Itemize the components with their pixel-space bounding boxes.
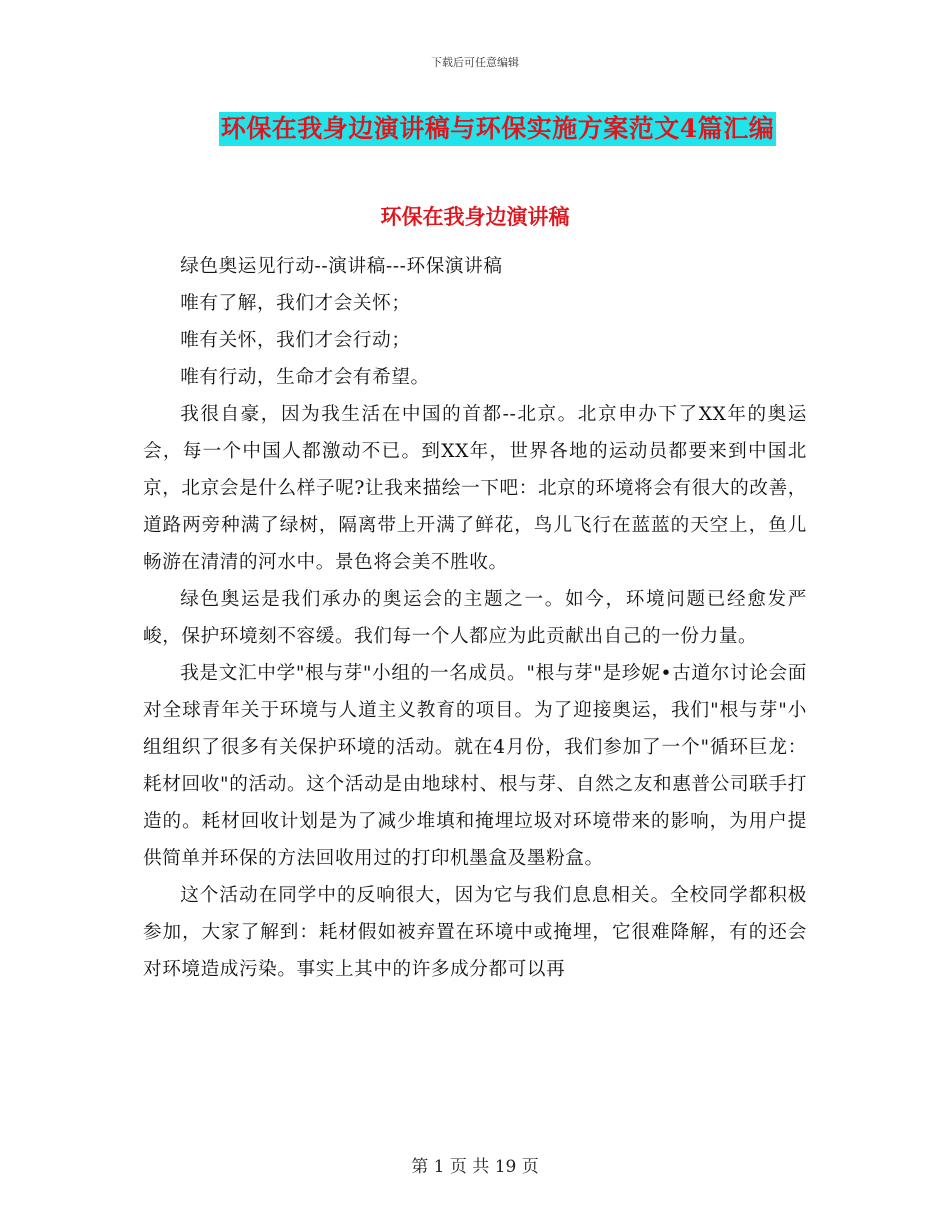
body-text <box>143 248 807 988</box>
document-title: 环保在我身边演讲稿与环保实施方案范文4篇汇编 <box>219 112 776 146</box>
paragraph: 绿色奥运是我们承办的奥运会的主题之一。如今，环境问题已经愈发严峻，保护环境刻不容缓。我们每一个人都应为此贡献出自己的一份力量。 <box>143 589 807 647</box>
paragraph: 这个活动在同学中的反响很大，因为它与我们息息相关。全校同学都积极参加，大家了解到：耗材假如被弃置在环境中或掩埋，它很难降解，有的还会对环境造成污染。事实上其中的许多成分都可以再 <box>143 885 807 980</box>
page-footer: 第 1 页 共 19 页 <box>411 1157 539 1177</box>
paragraph: 我很自豪，因为我生活在中国的首都--北京。北京申办下了XX年的奥运会，每一个中国人都激动不已。到XX年，世界各地的运动员都要来到中国北京，北京会是什么样子呢?让我来描绘一下吧：北京的环境将会有很大的改善，道路两旁种满了绿树，隔离带上开满了鲜花，鸟儿飞行在蓝蓝的天空上，鱼儿畅游在清清的河水中。景色将会美不胜收。 <box>143 404 807 573</box>
paragraph: 唯有关怀，我们才会行动； <box>180 330 411 351</box>
document-title-container <box>0 112 950 146</box>
paragraph: 我是文汇中学"根与芽"小组的一名成员。"根与芽"是珍妮•古道尔讨论会面对全球青年关于环境与人道主义教育的项目。为了迎接奥运，我们"根与芽"小组组织了很多有关保护环境的活动。就在4月份，我们参加了一个"循环巨龙：耗材回收"的活动。这个活动是由地球村、根与芽、自然之友和惠普公司联手打造的。耗材回收计划是为了减少堆填和掩埋垃圾对环境带来的影响，为用户提供简单并环保的方法回收用过的打印机墨盒及墨粉盒。 <box>143 663 807 869</box>
section-title: 环保在我身边演讲稿 <box>380 204 570 229</box>
paragraph: 唯有了解，我们才会关怀； <box>180 293 411 314</box>
paragraph: 绿色奥运见行动--演讲稿---环保演讲稿 <box>180 256 503 277</box>
header-note: 下载后可任意编辑 <box>431 56 519 69</box>
paragraph: 唯有行动，生命才会有希望。 <box>180 367 430 388</box>
